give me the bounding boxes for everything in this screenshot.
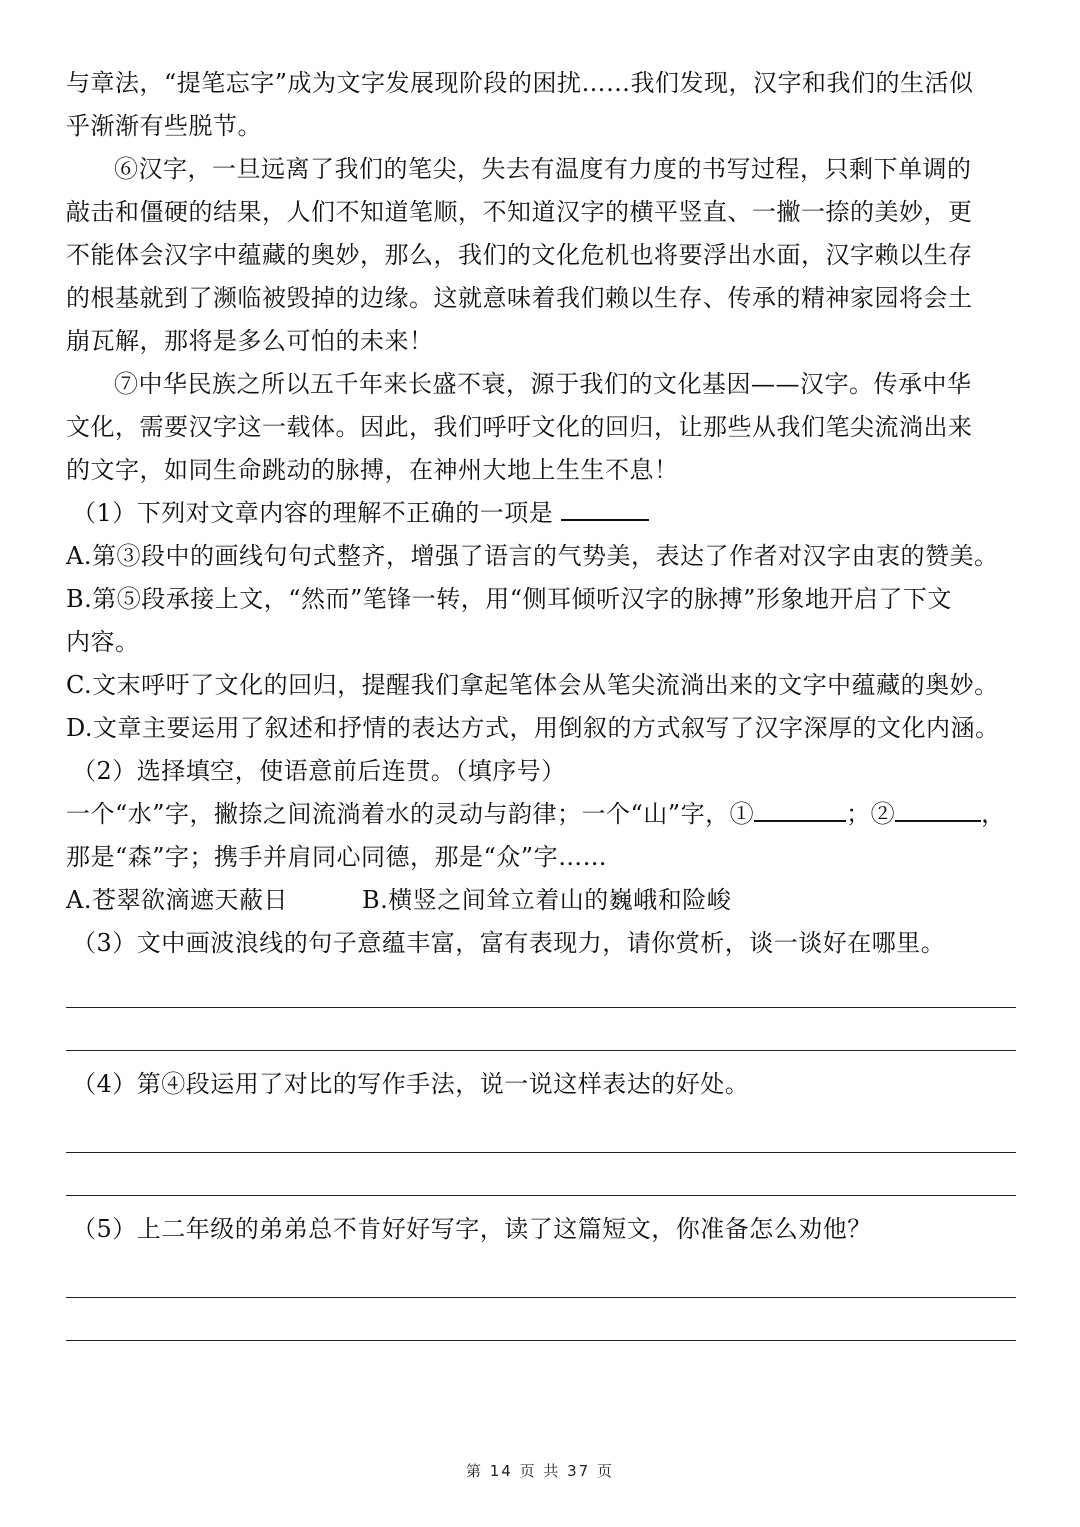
question-1-option-a: A.第③段中的画线句句式整齐，增强了语言的气势美，表达了作者对汉字由衷的赞美。 bbox=[66, 542, 999, 570]
question-3-stem: （3）文中画波浪线的句子意蕴丰富，富有表现力，请你赏析，谈一谈好在哪里。 bbox=[72, 929, 946, 957]
answer-line[interactable] bbox=[66, 1153, 1016, 1196]
question-1-answer-blank[interactable] bbox=[561, 493, 649, 521]
question-1-option-c: C.文末呼吁了文化的回归，提醒我们拿起笔体会从笔尖流淌出来的文字中蕴藏的奥妙。 bbox=[66, 671, 999, 699]
question-1-option-d: D.文章主要运用了叙述和抒情的表达方式，用倒叙的方式叙写了汉字深厚的文化内涵。 bbox=[66, 714, 1000, 742]
answer-line[interactable] bbox=[66, 1106, 1016, 1153]
question-4-stem: （4）第④段运用了对比的写作手法，说一说这样表达的好处。 bbox=[72, 1070, 750, 1098]
passage-line: 乎渐渐有些脱节。 bbox=[66, 112, 262, 140]
passage-line: 与章法，“提笔忘字”成为文字发展现阶段的困扰……我们发现，汉字和我们的生活似 bbox=[66, 69, 974, 97]
question-1 bbox=[66, 492, 1016, 535]
question-2-stem: （2）选择填空，使语意前后连贯。（填序号） bbox=[72, 757, 566, 785]
paragraph-6-line: ⑥汉字，一旦远离了我们的笔尖，失去有温度有力度的书写过程，只剩下单调的 bbox=[114, 155, 972, 183]
answer-line[interactable] bbox=[66, 1008, 1016, 1051]
answer-line[interactable] bbox=[66, 1298, 1016, 1341]
paragraph-6-line: 敲击和僵硬的结果，人们不知道笔顺，不知道汉字的横平竖直、一撇一捺的美妙，更 bbox=[66, 198, 973, 226]
worksheet-page bbox=[66, 62, 1016, 1341]
question-1-option-b: B.第⑤段承接上文，“然而”笔锋一转，用“侧耳倾听汉字的脉搏”形象地开启了下文 bbox=[66, 585, 952, 613]
question-2-comma: ， bbox=[981, 800, 1006, 828]
page-number: 第 14 页 共 37 页 bbox=[465, 1462, 614, 1480]
question-2-text-line-2: 那是“森”字；携手并肩同心同德，那是“众”字…… bbox=[66, 843, 608, 871]
question-1-stem: （1）下列对文章内容的理解不正确的一项是 bbox=[72, 499, 554, 527]
question-2-text-line bbox=[66, 793, 1016, 836]
question-2-separator: ；② bbox=[846, 800, 896, 828]
blank-2[interactable] bbox=[895, 794, 981, 822]
paragraph-6-line: 崩瓦解，那将是多么可怕的未来！ bbox=[66, 327, 434, 355]
question-2-option-a: A.苍翠欲滴遮天蔽日 bbox=[66, 886, 288, 914]
paragraph-7-line: 文化，需要汉字这一载体。因此，我们呼吁文化的回归，让那些从我们笔尖流淌出来 bbox=[66, 413, 973, 441]
question-1-option-b-cont: 内容。 bbox=[66, 628, 140, 656]
question-2-options bbox=[66, 879, 1016, 922]
answer-line[interactable] bbox=[66, 965, 1016, 1008]
blank-1[interactable] bbox=[754, 794, 846, 822]
question-2-text-part1: 一个“水”字，撇捺之间流淌着水的灵动与韵律；一个“山”字，① bbox=[66, 800, 755, 828]
paragraph-6-line: 不能体会汉字中蕴藏的奥妙，那么，我们的文化危机也将要浮出水面，汉字赖以生存 bbox=[66, 241, 973, 269]
paragraph-7-line: 的文字，如同生命跳动的脉搏，在神州大地上生生不息！ bbox=[66, 456, 679, 484]
question-2-option-b: B.横竖之间耸立着山的巍峨和险峻 bbox=[361, 886, 732, 914]
answer-line[interactable] bbox=[66, 1251, 1016, 1298]
question-5-stem: （5）上二年级的弟弟总不肯好好写字，读了这篇短文，你准备怎么劝他？ bbox=[72, 1215, 872, 1243]
paragraph-6-line: 的根基就到了濒临被毁掉的边缘。这就意味着我们赖以生存、传承的精神家园将会土 bbox=[66, 284, 973, 312]
paragraph-7-line: ⑦中华民族之所以五千年来长盛不衰，源于我们的文化基因——汉字。传承中华 bbox=[114, 370, 972, 398]
